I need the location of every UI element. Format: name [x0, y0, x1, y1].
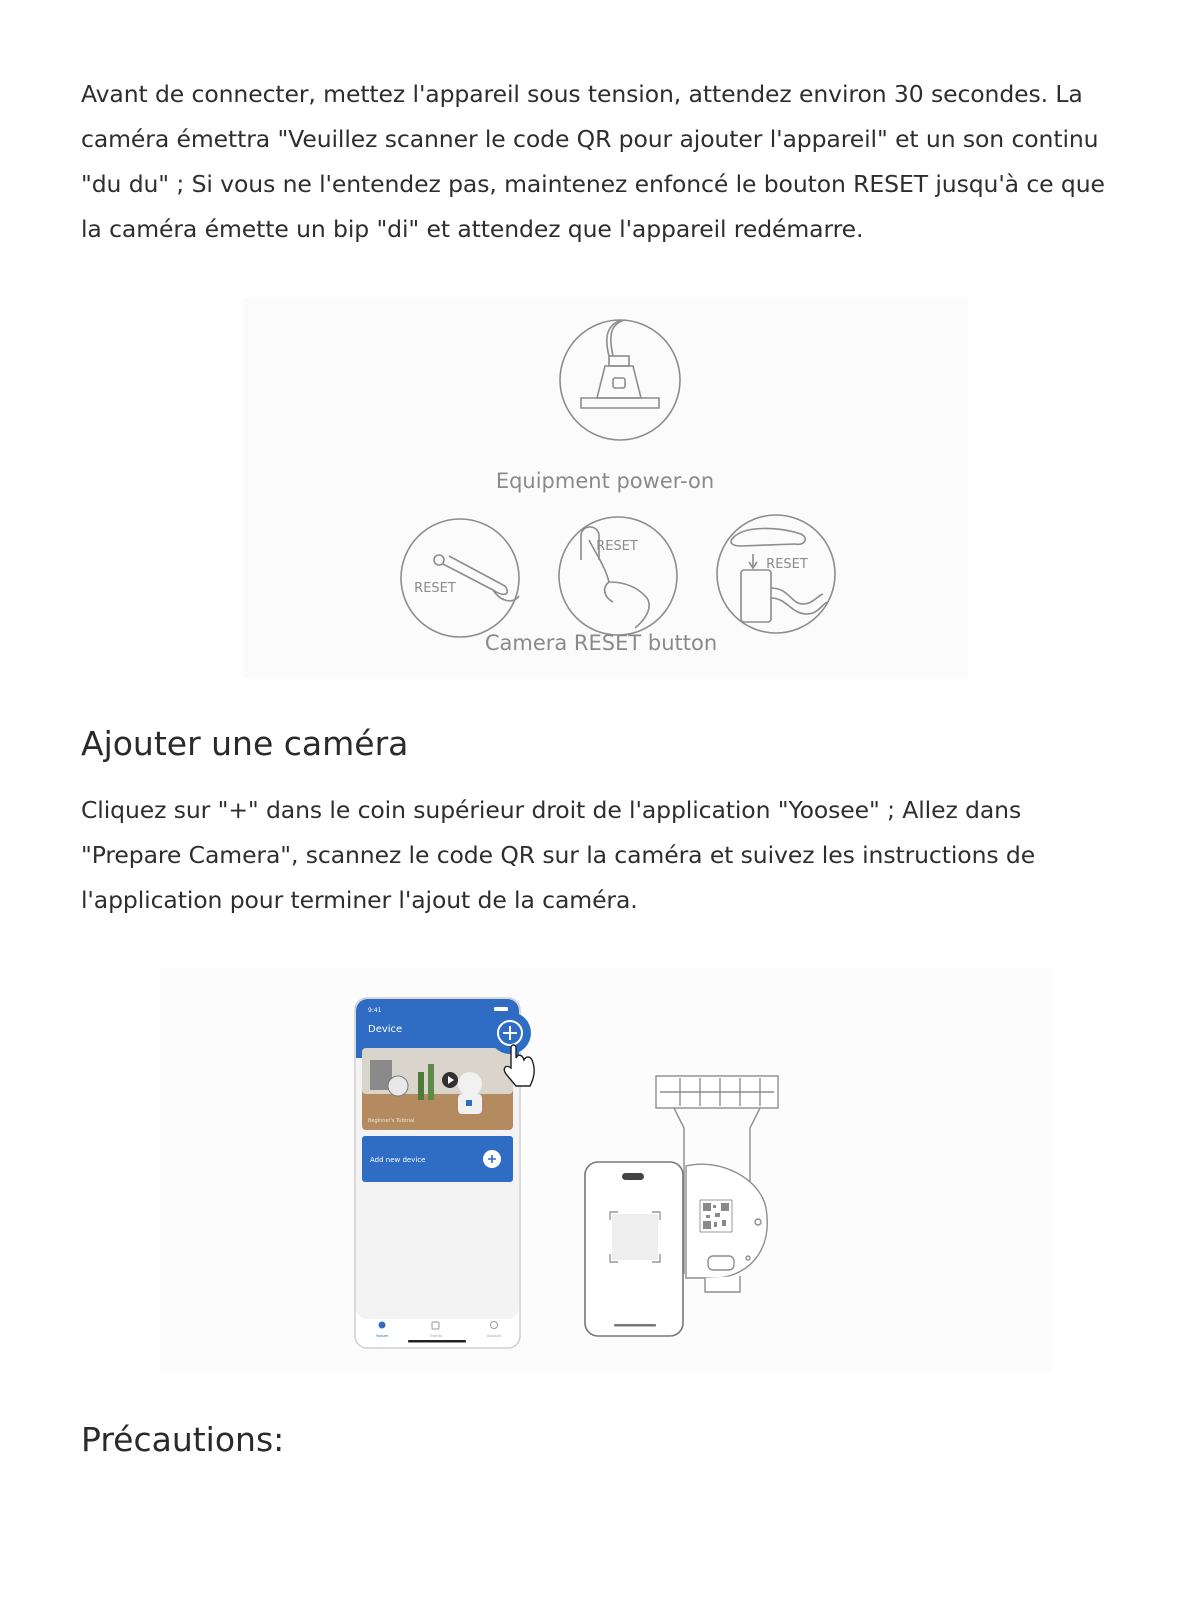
qr-scan-drawing	[585, 1076, 778, 1336]
tutorial-caption: Beginner's Tutorial	[368, 1118, 415, 1124]
power-on-caption: Equipment power-on	[495, 469, 715, 493]
reset-label-pin: RESET	[414, 581, 456, 596]
phone-title: Device	[368, 1024, 403, 1035]
intro-paragraph: Avant de connecter, mettez l'appareil sous tension, attendez environ 30 secondes. La caméra émettra "Veuillez scanner le code QR pour ajouter l'appareil" et un son continu "du du" ; Si vous ne l'entendez pas, maintenez enfoncé le bouton RESET jusqu'à ce que la caméra émette un bip "di" et attendez que l'appareil redémarre.	[81, 80, 1105, 243]
add-camera-paragraph: Cliquez sur "+" dans le coin supérieur droit de l'application "Yoosee" ; Allez dans "Prepare Camera", scannez le code QR sur la caméra et suivez les instructions de l'application pour terminer l'ajout de la caméra.	[81, 796, 1036, 914]
power-reset-drawing	[243, 298, 968, 678]
section-heading-precautions: Précautions:	[81, 1420, 285, 1459]
power-plug-icon	[560, 320, 680, 440]
add-camera-illustration	[160, 968, 1052, 1373]
reset-label-camera: RESET	[766, 557, 808, 572]
add-camera-drawing	[160, 968, 1052, 1373]
tab-yoosee-label: Yoosee	[375, 1334, 389, 1338]
section-heading-add-camera: Ajouter une caméra	[81, 724, 409, 763]
reset-caption: Camera RESET button	[484, 631, 718, 655]
power-reset-illustration	[243, 298, 968, 678]
phone-time: 9:41	[368, 1007, 382, 1014]
tab-events-label: Events	[430, 1334, 442, 1338]
reset-camera-icon	[717, 515, 835, 633]
add-new-device-label: Add new device	[370, 1156, 426, 1164]
qr-code-icon	[700, 1200, 732, 1232]
reset-press-icon	[559, 517, 677, 635]
tab-account-label: Account	[486, 1334, 502, 1338]
reset-label-press: RESET	[596, 539, 638, 554]
reset-pin-icon	[401, 519, 519, 637]
phone-mockup	[355, 998, 534, 1348]
tab-yoosee-icon[interactable]	[379, 1322, 386, 1329]
